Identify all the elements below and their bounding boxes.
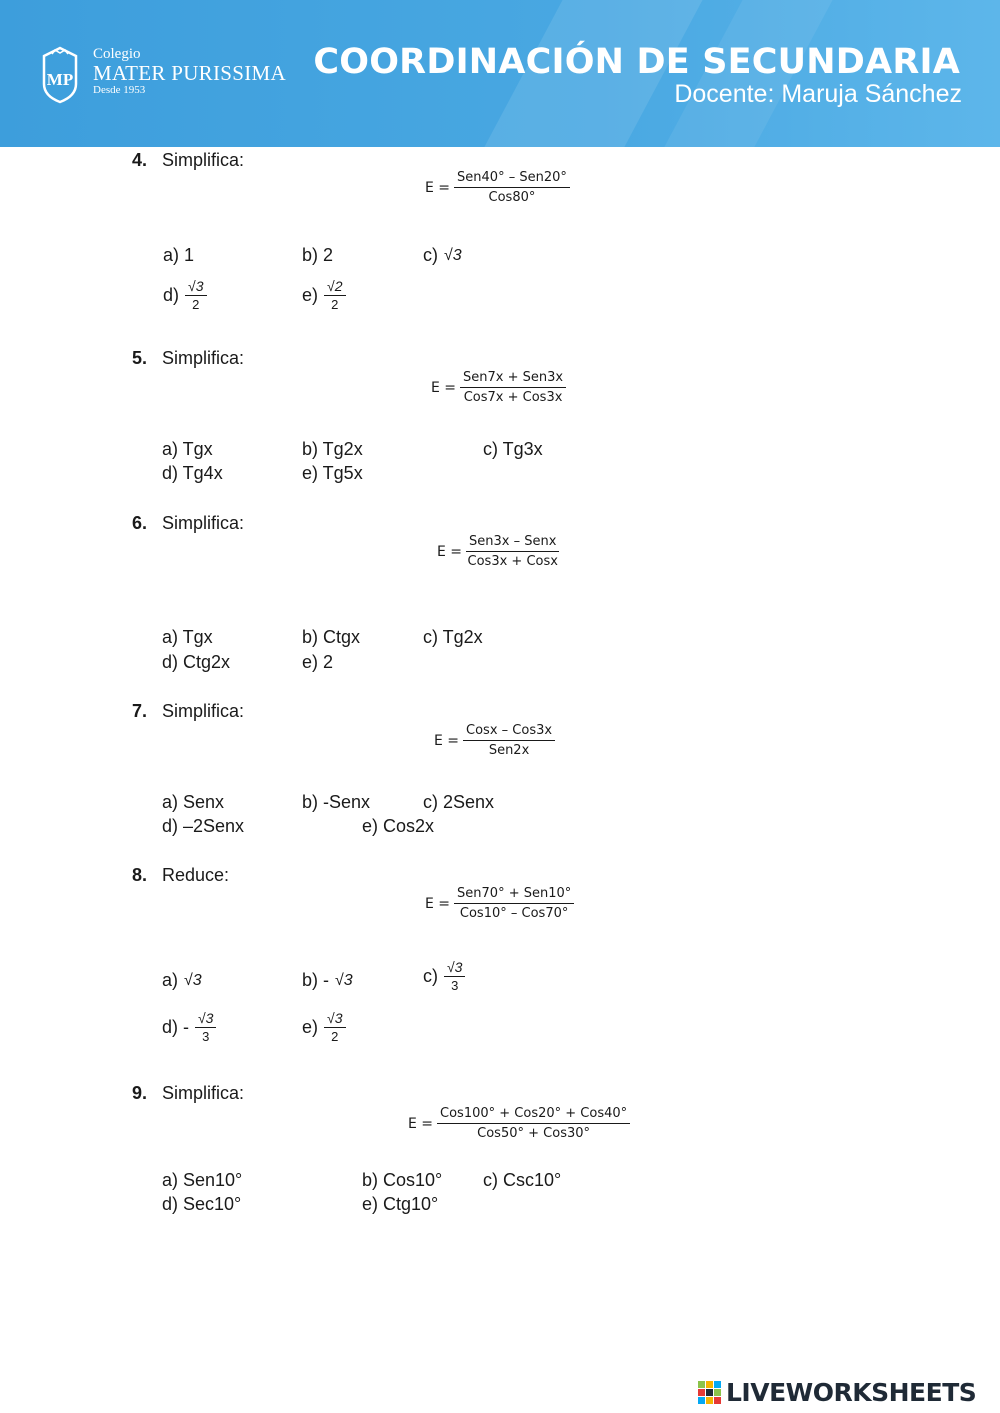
- option-a[interactable]: [162, 970, 202, 991]
- formula-lhs: E =: [425, 179, 451, 196]
- problem-formula: [408, 1106, 630, 1141]
- formula-lhs: E =: [425, 895, 451, 912]
- option-d[interactable]: [162, 1010, 216, 1044]
- option-a[interactable]: a) 1: [163, 245, 195, 265]
- liveworksheets-wordmark: LIVEWORKSHEETS: [726, 1378, 977, 1407]
- sqrt-value: √3: [444, 246, 462, 264]
- option-label: c): [423, 965, 438, 986]
- problem-number: 5.: [132, 348, 148, 368]
- problem-heading: [132, 348, 244, 369]
- option-label: a): [162, 970, 179, 990]
- problem-formula: [437, 534, 559, 569]
- option-label: c): [423, 245, 438, 265]
- option-d[interactable]: d) –2Senx: [162, 816, 245, 836]
- option-label: d) -: [162, 1016, 189, 1037]
- fraction-bottom: 2: [331, 297, 339, 312]
- liveworksheets-icon: [698, 1381, 722, 1405]
- option-c[interactable]: c) Csc10°: [483, 1170, 562, 1190]
- formula-lhs: E =: [431, 379, 457, 396]
- option-label: e): [302, 1016, 319, 1037]
- problem-heading: [132, 865, 229, 886]
- formula-denominator: Cos3x + Cosx: [467, 554, 558, 569]
- formula-denominator: Cos80°: [488, 190, 536, 205]
- formula-lhs: E =: [437, 543, 463, 560]
- option-e[interactable]: [302, 1010, 346, 1044]
- problem-heading: [132, 701, 244, 722]
- option-b[interactable]: [302, 970, 353, 991]
- problem-instruction: Simplifica:: [162, 1083, 245, 1103]
- option-label: d): [163, 284, 180, 305]
- formula-denominator: Cos50° + Cos30°: [477, 1126, 591, 1141]
- problem-number: 6.: [132, 513, 148, 533]
- formula-denominator: Sen2x: [488, 743, 530, 758]
- fraction-bottom: 3: [451, 978, 459, 993]
- liveworksheets-logo: [698, 1378, 976, 1407]
- page-subtitle: Docente: Maruja Sánchez: [674, 80, 962, 108]
- option-a[interactable]: a) Senx: [162, 792, 225, 812]
- formula-denominator: Cos10° – Cos70°: [459, 906, 569, 921]
- problem-number: 9.: [132, 1083, 148, 1103]
- option-b[interactable]: b) Cos10°: [362, 1170, 443, 1190]
- option-c[interactable]: [423, 959, 465, 993]
- problem-number: 7.: [132, 701, 148, 721]
- formula-lhs: E =: [408, 1115, 434, 1132]
- page-header: [0, 0, 1000, 147]
- option-a[interactable]: a) Sen10°: [162, 1170, 243, 1190]
- option-e[interactable]: [302, 278, 346, 312]
- problem-heading: [132, 150, 244, 171]
- option-e[interactable]: e) Ctg10°: [362, 1194, 439, 1214]
- problem-number: 4.: [132, 150, 148, 170]
- sqrt-value: √3: [335, 971, 353, 989]
- formula-numerator: Cosx – Cos3x: [463, 723, 555, 741]
- formula-numerator: Sen7x + Sen3x: [460, 370, 566, 388]
- option-d[interactable]: d) Ctg2x: [162, 652, 231, 672]
- formula-numerator: Sen70° + Sen10°: [454, 886, 574, 904]
- option-d[interactable]: d) Tg4x: [162, 463, 223, 483]
- problem-instruction: Simplifica:: [162, 348, 245, 368]
- problem-formula: [434, 723, 555, 758]
- fraction-top: √2: [324, 278, 345, 296]
- page-title: COORDINACIÓN DE SECUNDARIA: [313, 42, 960, 82]
- option-e[interactable]: e) Tg5x: [302, 463, 363, 483]
- problem-formula: [425, 886, 574, 921]
- problem-number: 8.: [132, 865, 148, 885]
- school-label: Colegio: [93, 46, 141, 62]
- option-label: e): [302, 284, 319, 305]
- option-c[interactable]: c) Tg3x: [483, 439, 543, 459]
- option-e[interactable]: e) 2: [302, 652, 334, 672]
- option-label: b) -: [302, 970, 329, 990]
- option-c[interactable]: [423, 245, 462, 266]
- option-e[interactable]: e) Cos2x: [362, 816, 435, 836]
- school-name-block: [93, 46, 286, 96]
- option-c[interactable]: c) 2Senx: [423, 792, 495, 812]
- formula-denominator: Cos7x + Cos3x: [463, 390, 563, 405]
- option-b[interactable]: b) 2: [302, 245, 334, 265]
- problem-instruction: Simplifica:: [162, 150, 245, 170]
- fraction-top: √3: [185, 278, 206, 296]
- problem-heading: [132, 1083, 244, 1104]
- formula-lhs: E =: [434, 732, 460, 749]
- sqrt-value: √3: [184, 971, 202, 989]
- option-a[interactable]: a) Tgx: [162, 439, 213, 459]
- fraction-bottom: 3: [202, 1029, 210, 1044]
- option-d[interactable]: [163, 278, 207, 312]
- option-b[interactable]: b) Ctgx: [302, 627, 361, 647]
- problem-formula: [425, 170, 570, 205]
- option-b[interactable]: b) Tg2x: [302, 439, 363, 459]
- school-name: MATER PURISSIMA: [93, 61, 286, 85]
- fraction-top: √3: [444, 959, 465, 977]
- problem-instruction: Reduce:: [162, 865, 230, 885]
- option-d[interactable]: d) Sec10°: [162, 1194, 242, 1214]
- problem-formula: [431, 370, 566, 405]
- option-a[interactable]: a) Tgx: [162, 627, 213, 647]
- school-founded: Desde 1953: [93, 84, 146, 96]
- option-b[interactable]: b) -Senx: [302, 792, 371, 812]
- fraction-bottom: 2: [331, 1029, 339, 1044]
- fraction-top: √3: [324, 1010, 345, 1028]
- formula-numerator: Sen3x – Senx: [466, 534, 559, 552]
- formula-numerator: Sen40° – Sen20°: [454, 170, 570, 188]
- problem-heading: [132, 513, 244, 534]
- formula-numerator: Cos100° + Cos20° + Cos40°: [437, 1106, 630, 1124]
- school-crest-icon: [40, 44, 80, 104]
- fraction-bottom: 2: [192, 297, 200, 312]
- svg-text:MP: MP: [46, 70, 74, 89]
- fraction-top: √3: [195, 1010, 216, 1028]
- problem-instruction: Simplifica:: [162, 701, 245, 721]
- option-c[interactable]: c) Tg2x: [423, 627, 483, 647]
- problem-instruction: Simplifica:: [162, 513, 245, 533]
